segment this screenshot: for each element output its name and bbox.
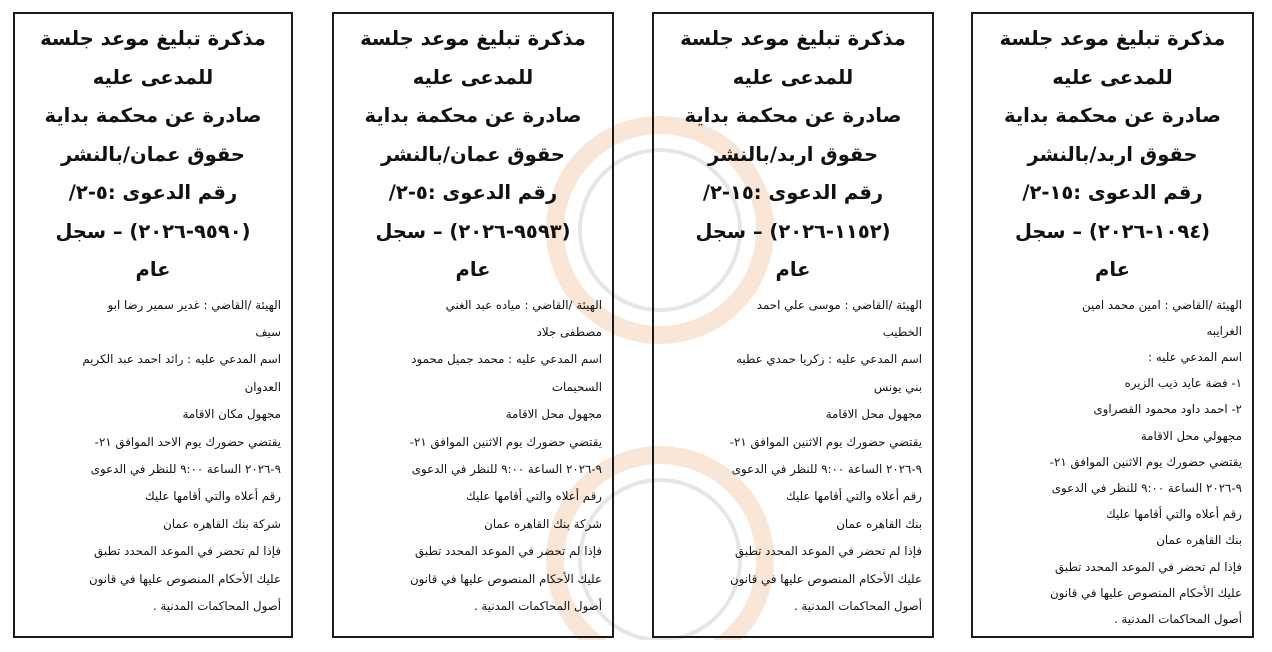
notice-line: سيف	[255, 324, 281, 339]
notice-line: اسم المدعي عليه :	[1148, 349, 1242, 364]
notice-line: مجهول محل الاقامة	[505, 407, 602, 422]
notice-line: عليك الأحكام المنصوص عليها في قانون	[88, 571, 281, 586]
notice-line: فإذا لم تحضر في الموعد المحدد تطبق	[1055, 559, 1242, 574]
notice-line: شركة بنك القاهره عمان	[163, 516, 281, 531]
notice-line: مجهول محل الاقامة	[825, 407, 922, 422]
notice-line: مصطفى جلاد	[536, 324, 602, 339]
notice-line: بني يونس	[873, 379, 922, 394]
notice-line: رقم أعلاه والتي أقامها عليك	[786, 489, 922, 504]
notice-line: الهيئة /القاضي : امين محمد امين	[1082, 297, 1242, 312]
notice-title-line: رقم الدعوى :٥-٢/	[388, 181, 558, 204]
notice-title-line: صادرة عن محكمة بداية	[684, 104, 902, 127]
notice-title	[344, 20, 602, 290]
notice-title	[983, 20, 1242, 290]
notice-title-line: للمدعى عليه	[412, 65, 534, 89]
notice-title-line: صادرة عن محكمة بداية	[44, 104, 262, 127]
notice-line: يقتضي حضورك يوم الاحد الموافق ٢١-	[94, 434, 281, 449]
notice-line: السحيمات	[551, 379, 602, 394]
notice-line: اسم المدعي عليه : رائد احمد عبد الكريم	[82, 352, 281, 367]
notice-line: ٩-٢٠٢٦ الساعة ٩:٠٠ للنظر في الدعوى	[1051, 480, 1242, 495]
notice-line: فإذا لم تحضر في الموعد المحدد تطبق	[415, 544, 602, 559]
notice-title-line: رقم الدعوى :١٥-٢/	[702, 181, 884, 204]
notice-title-line: حقوق اربد/بالنشر	[1027, 142, 1198, 166]
notice-title-line: رقم الدعوى :٥-٢/	[68, 181, 238, 204]
notice-title-line: مذكرة تبليغ موعد جلسة	[680, 27, 906, 50]
notice-line: اسم المدعي عليه : زكريا حمدي عطيه	[736, 352, 922, 367]
notice-line: فإذا لم تحضر في الموعد المحدد تطبق	[94, 544, 281, 559]
notice-line: أصول المحاكمات المدنية .	[1113, 611, 1242, 626]
notice-line: الهيئة /القاضي : موسى علي احمد	[756, 297, 922, 312]
notice-line: يقتضي حضورك يوم الاثنين الموافق ٢١-	[409, 434, 602, 449]
notice-title-line: مذكرة تبليغ موعد جلسة	[40, 27, 266, 50]
notice-line: شركة بنك القاهره عمان	[484, 516, 602, 531]
notice-line: ٩-٢٠٢٦ الساعة ٩:٠٠ للنظر في الدعوى	[90, 461, 281, 476]
notice-title	[664, 20, 922, 290]
notice-title-line: للمدعى عليه	[732, 65, 854, 89]
court-notice-irbid-1152	[652, 12, 934, 638]
notice-line: الخطيب	[882, 324, 922, 339]
notice-line: يقتضي حضورك يوم الاثنين الموافق ٢١-	[729, 434, 922, 449]
court-notice-irbid-1094	[971, 12, 1254, 638]
notice-title-line: (١١٥٢-٢٠٢٦) – سجل	[695, 219, 891, 243]
notice-title-line: عام	[1095, 258, 1130, 281]
notice-title-line: (٩٥٩٠-٢٠٢٦) – سجل	[55, 219, 251, 243]
notice-title-line: رقم الدعوى :١٥-٢/	[1022, 181, 1203, 204]
notice-title-line: عام	[135, 258, 171, 281]
notice-line: اسم المدعي عليه : محمد جميل محمود	[411, 352, 602, 367]
notice-title-line: صادرة عن محكمة بداية	[364, 104, 582, 127]
notice-line: رقم أعلاه والتي أقامها عليك	[466, 489, 602, 504]
notice-body	[983, 292, 1242, 633]
notice-body	[25, 292, 281, 621]
notice-line: يقتضي حضورك يوم الاثنين الموافق ٢١-	[1049, 454, 1242, 469]
notice-title-line: للمدعى عليه	[92, 65, 214, 89]
notice-title-line: صادرة عن محكمة بداية	[1004, 104, 1221, 127]
court-notice-amman-9593	[332, 12, 614, 638]
notice-title	[25, 20, 281, 290]
notice-title-line: حقوق عمان/بالنشر	[381, 142, 565, 166]
notice-line: ١- فضة عايد ذيب الزيره	[1124, 376, 1242, 391]
notice-line: رقم أعلاه والتي أقامها عليك	[145, 489, 281, 504]
notice-line: الهيئة /القاضي : مياده عبد الغني	[445, 297, 602, 312]
notice-line: عليك الأحكام المنصوص عليها في قانون	[1049, 585, 1242, 600]
notice-line: ٩-٢٠٢٦ الساعة ٩:٠٠ للنظر في الدعوى	[731, 461, 922, 476]
notice-line: مجهولي محل الاقامة	[1140, 428, 1242, 443]
notice-body	[344, 292, 602, 621]
notice-line: أصول المحاكمات المدنية .	[152, 598, 281, 613]
notice-line: بنك القاهره عمان	[836, 516, 922, 531]
notice-line: الهيئة /القاضي : غدير سمير رضا ابو	[107, 297, 281, 312]
notice-line: ٩-٢٠٢٦ الساعة ٩:٠٠ للنظر في الدعوى	[411, 461, 602, 476]
notice-title-line: مذكرة تبليغ موعد جلسة	[360, 27, 586, 50]
notice-line: رقم أعلاه والتي أقامها عليك	[1106, 507, 1242, 522]
notice-line: بنك القاهره عمان	[1156, 533, 1242, 548]
notice-line: عليك الأحكام المنصوص عليها في قانون	[409, 571, 602, 586]
notice-body	[664, 292, 922, 621]
notice-line: أصول المحاكمات المدنية .	[793, 598, 922, 613]
notice-line: مجهول مكان الاقامة	[182, 407, 281, 422]
notice-title-line: (٩٥٩٣-٢٠٢٦) – سجل	[375, 219, 571, 243]
notice-title-line: (١٠٩٤-٢٠٢٦) – سجل	[1014, 219, 1211, 243]
notice-line: عليك الأحكام المنصوص عليها في قانون	[729, 571, 922, 586]
notice-title-line: عام	[775, 258, 811, 281]
notice-title-line: حقوق عمان/بالنشر	[61, 142, 245, 166]
notice-line: الغرايبه	[1206, 323, 1242, 338]
notice-title-line: مذكرة تبليغ موعد جلسة	[999, 27, 1226, 50]
notice-title-line: حقوق اربد/بالنشر	[707, 142, 879, 166]
notice-title-line: عام	[455, 258, 491, 281]
notice-line: فإذا لم تحضر في الموعد المحدد تطبق	[735, 544, 922, 559]
notice-line: العدوان	[244, 379, 281, 394]
notice-line: أصول المحاكمات المدنية .	[473, 598, 602, 613]
notice-line: ٢- احمد داود محمود القصراوى	[1093, 402, 1242, 417]
court-notice-amman-9590	[13, 12, 293, 638]
notice-title-line: للمدعى عليه	[1052, 65, 1173, 89]
